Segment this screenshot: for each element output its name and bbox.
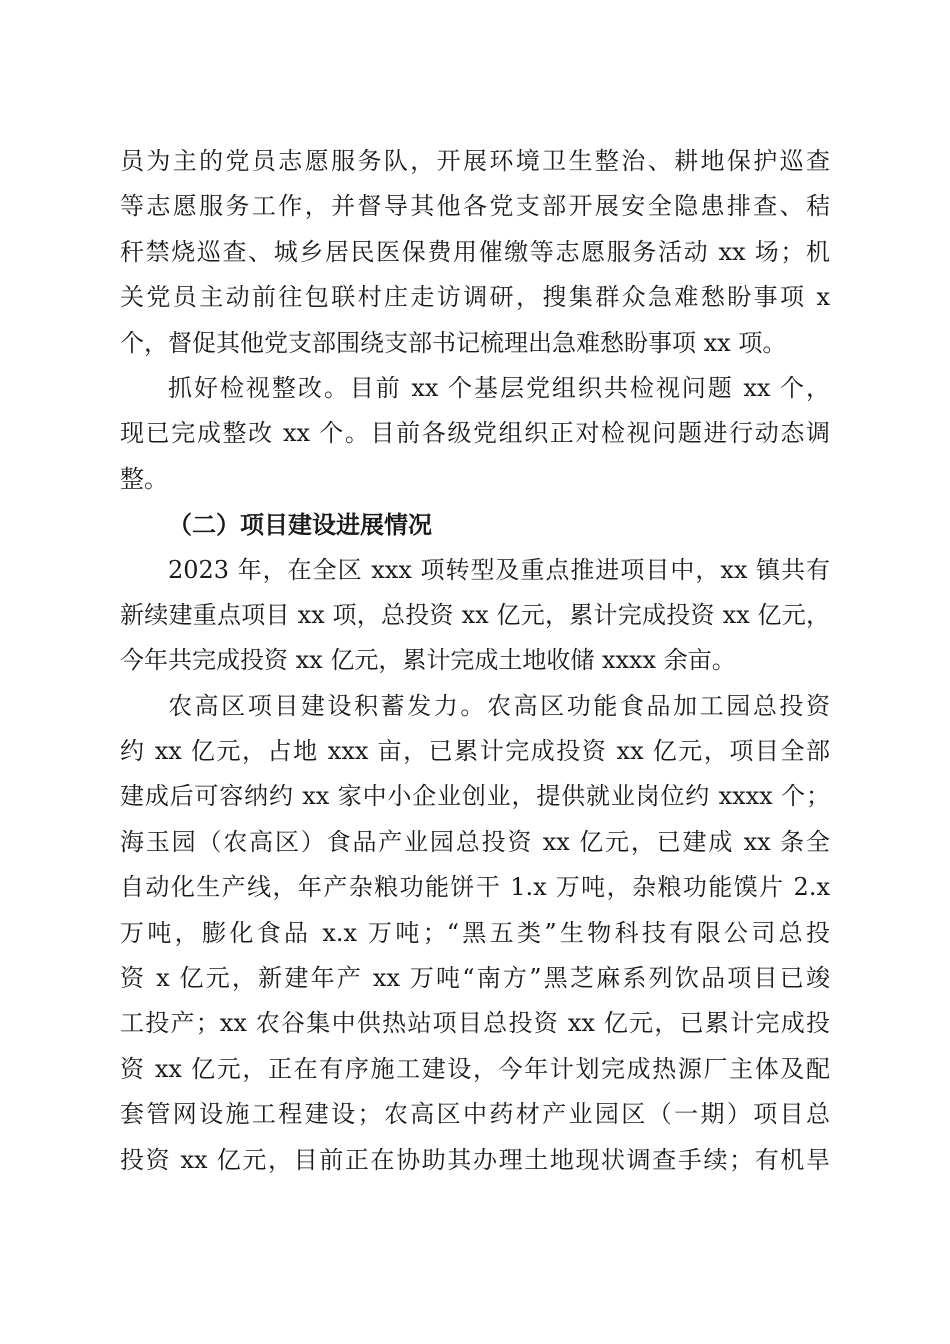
text-line: 秆禁烧巡查、城乡居民医保费用催缴等志愿服务活动 xx 场；机 [120,237,830,266]
text-line: 自动化生产线，年产杂粮功能饼干 1.x 万吨，杂粮功能馍片 2.x [120,873,830,902]
text-line: 资 xx 亿元，正在有序施工建设，今年计划完成热源厂主体及配 [120,1054,830,1083]
section-heading: （二）项目建设进展情况 [168,510,432,540]
text-line: 万吨，膨化食品 x.x 万吨；“黑五类”生物科技有限公司总投 [120,918,830,947]
text-line: 资 x 亿元，新建年产 xx 万吨“南方”黑芝麻系列饮品项目已竣 [120,964,830,993]
text-line: 海玉园（农高区）食品产业园总投资 xx 亿元，已建成 xx 条全 [120,827,830,856]
text-line: 工投产；xx 农谷集中供热站项目总投资 xx 亿元，已累计完成投 [120,1009,830,1038]
text-line: 套管网设施工程建设；农高区中药材产业园区（一期）项目总 [120,1100,830,1129]
text-line: 今年共完成投资 xx 亿元，累计完成土地收储 xxxx 余亩。 [120,646,736,675]
text-line: 投资 xx 亿元，目前正在协助其办理土地现状调查手续；有机旱 [120,1145,830,1174]
paragraph-start: 2023 年，在全区 xxx 项转型及重点推进项目中，xx 镇共有 [168,555,830,584]
text-line: 等志愿服务工作，并督导其他各党支部开展安全隐患排查、秸 [120,192,830,221]
text-line: 关党员主动前往包联村庄走访调研，搜集群众急难愁盼事项 x [120,283,830,312]
text-line: 新续建重点项目 xx 项，总投资 xx 亿元，累计完成投资 xx 亿元， [120,600,830,629]
text-line: 现已完成整改 xx 个。目前各级党组织正对检视问题进行动态调 [120,419,830,448]
paragraph-start: 抓好检视整改。目前 xx 个基层党组织共检视问题 xx 个， [168,373,830,402]
text-line: 建成后可容纳约 xx 家中小企业创业，提供就业岗位约 xxxx 个； [120,782,830,811]
text-line: 员为主的党员志愿服务队，开展环境卫生整治、耕地保护巡查 [120,147,830,175]
text-line: 整。 [120,464,168,493]
paragraph-start: 农高区项目建设积蓄发力。农高区功能食品加工园总投资 [168,691,830,720]
document-body [120,139,830,1183]
text-line: 个，督促其他党支部围绕支部书记梳理出急难愁盼事项 xx 项。 [120,328,787,357]
text-line: 约 xx 亿元，占地 xxx 亩，已累计完成投资 xx 亿元，项目全部 [120,737,830,766]
